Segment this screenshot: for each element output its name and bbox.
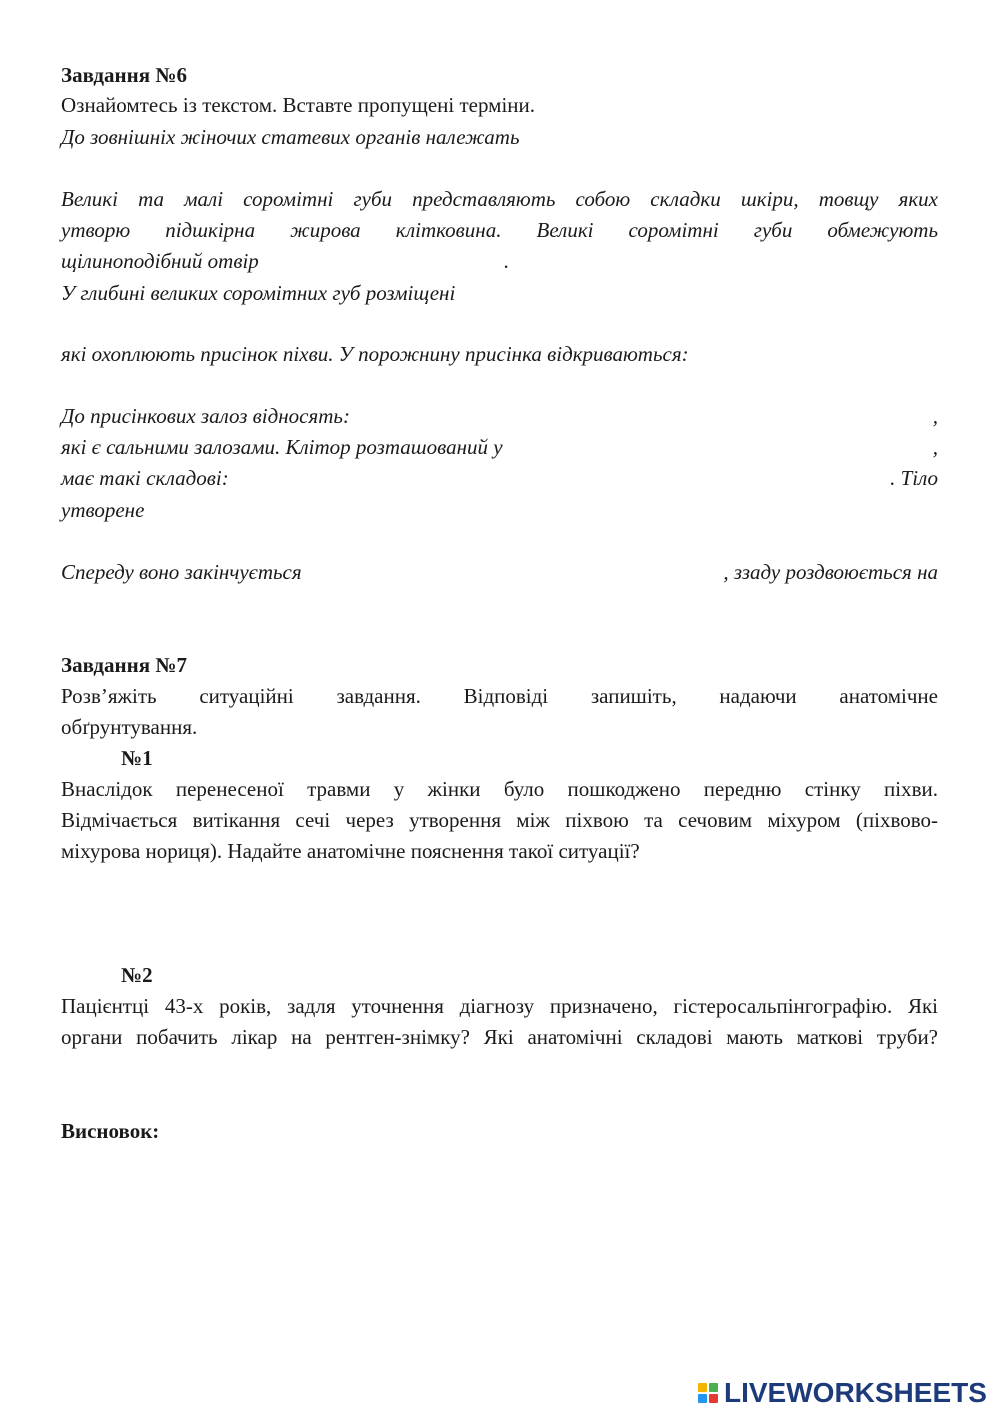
logo-block [709, 1394, 718, 1403]
task6-line-3: утворю підшкірна жирова клітковина. Великі соромітні губи обмежують [61, 218, 938, 242]
case2-line-1: Пацієнтці 43-х років, задля уточнення діагнозу призначено, гістеросальпінгографію. Які [61, 994, 938, 1018]
task6-line-4-end: . [504, 249, 510, 273]
task6-line-2: Великі та малі соромітні губи представляють собою складки шкіри, товщу яких [61, 187, 938, 211]
task7-instruction-line-2: обґрунтування. [61, 715, 198, 739]
task6-line-5: У глибині великих соромітних губ розміщені [61, 281, 456, 305]
case2-line-2: органи побачить лікар на рентген-знімку? Які анатомічні складові мають маткові труби? [61, 1025, 938, 1049]
task6-line-10: утворене [61, 498, 145, 522]
task6-line-9-text: має такі складові: [61, 466, 229, 490]
logo-block [709, 1383, 718, 1392]
task6-line-11 [61, 558, 938, 586]
task6-line-8-end: , [932, 435, 938, 459]
case1-line-1: Внаслідок перенесеної травми у жінки було пошкоджено передню стінку піхви. [61, 777, 938, 801]
task6-instruction: Ознайомтесь із текстом. Вставте пропущені терміни. [61, 93, 536, 117]
task6-line-9 [61, 464, 938, 492]
task6-line-7-text: До присінкових залоз відносять: [61, 404, 350, 428]
task6-line-4-text: щілиноподібний отвір [61, 249, 259, 273]
task6-heading: Завдання №6 [61, 63, 187, 87]
task7-heading: Завдання №7 [61, 653, 187, 677]
case2-number: №2 [121, 963, 153, 987]
liveworksheets-logo [698, 1376, 987, 1410]
task6-line-6: які охоплюють присінок піхви. У порожнину присінка відкриваються: [61, 342, 689, 366]
logo-block [698, 1394, 707, 1403]
task6-line-1: До зовнішніх жіночих статевих органів належать [61, 125, 520, 149]
task6-line-4 [61, 247, 938, 275]
conclusion-heading: Висновок: [61, 1119, 160, 1143]
task6-line-11-text: Спереду воно закінчується [61, 560, 302, 584]
task6-line-9-end: . Тіло [890, 466, 938, 490]
case1-number: №1 [121, 746, 153, 770]
task6-line-7-end: , [932, 404, 938, 428]
case1-line-2: Відмічається витікання сечі через утворення між піхвою та сечовим міхуром (піхвово- [61, 808, 938, 832]
liveworksheets-logo-icon [698, 1383, 718, 1403]
logo-text: LIVEWORKSHEETS [724, 1377, 987, 1408]
case1-line-3: міхурова нориця). Надайте анатомічне пояснення такої ситуації? [61, 839, 640, 863]
task6-line-7 [61, 402, 938, 430]
task6-line-8 [61, 433, 938, 461]
logo-block [698, 1383, 707, 1392]
task6-line-8-text: які є сальними залозами. Клітор розташований у [61, 435, 503, 459]
task6-line-11-end: , ззаду роздвоюється на [723, 560, 938, 584]
task7-instruction-line-1: Розв’яжіть ситуаційні завдання. Відповіді запишіть, надаючи анатомічне [61, 684, 938, 708]
